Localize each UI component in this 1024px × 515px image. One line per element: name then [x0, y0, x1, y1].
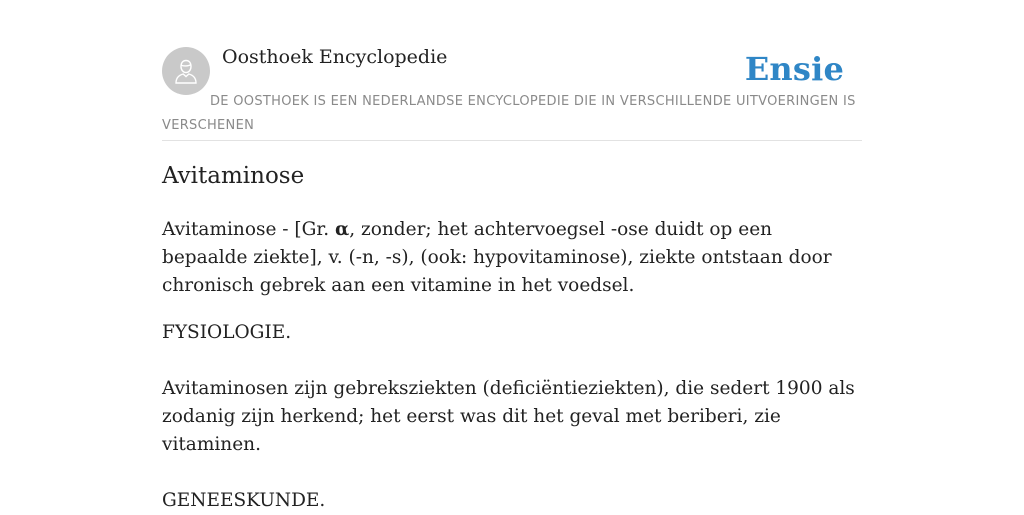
brand-logo[interactable]: Ensie [744, 50, 844, 88]
article-title: Avitaminose [162, 163, 305, 189]
source-tagline: DE OOSTHOEK IS EEN NEDERLANDSE ENCYCLOPEDIE DIE IN VERSCHILLENDE UITVOERINGEN IS VERSCHENEN [162, 94, 856, 133]
section-heading-geneeskunde: GENEESKUNDE. [162, 490, 326, 511]
intro-text-start: Avitaminose - [Gr. [162, 219, 335, 240]
article-body [162, 216, 862, 515]
greek-alpha: α [334, 219, 350, 240]
section-heading-fysiologie: FYSIOLOGIE. [162, 322, 292, 343]
article-intro [162, 216, 862, 300]
page-container [162, 0, 862, 511]
intro-text-rest: , zonder; het achtervoegsel -ose duidt op een bepaalde ziekte], v. (-n, -s), (ook: hypovitaminose), ziekte ontstaan door chronisch gebrek aan een vitamine in het voedsel. [162, 219, 832, 296]
header [162, 0, 862, 141]
avatar[interactable] [162, 47, 210, 95]
paragraph-gap [162, 347, 862, 375]
source-name-link[interactable]: Oosthoek Encyclopedie [222, 46, 448, 68]
paragraph-gap [162, 459, 862, 487]
user-silhouette-icon [173, 57, 199, 85]
section-text-fysiologie: Avitaminosen zijn gebreksziekten (deficiëntieziekten), die sedert 1900 als zodanig zijn herkend; het eerst was dit het geval met beriberi, zie vitaminen. [162, 378, 855, 455]
